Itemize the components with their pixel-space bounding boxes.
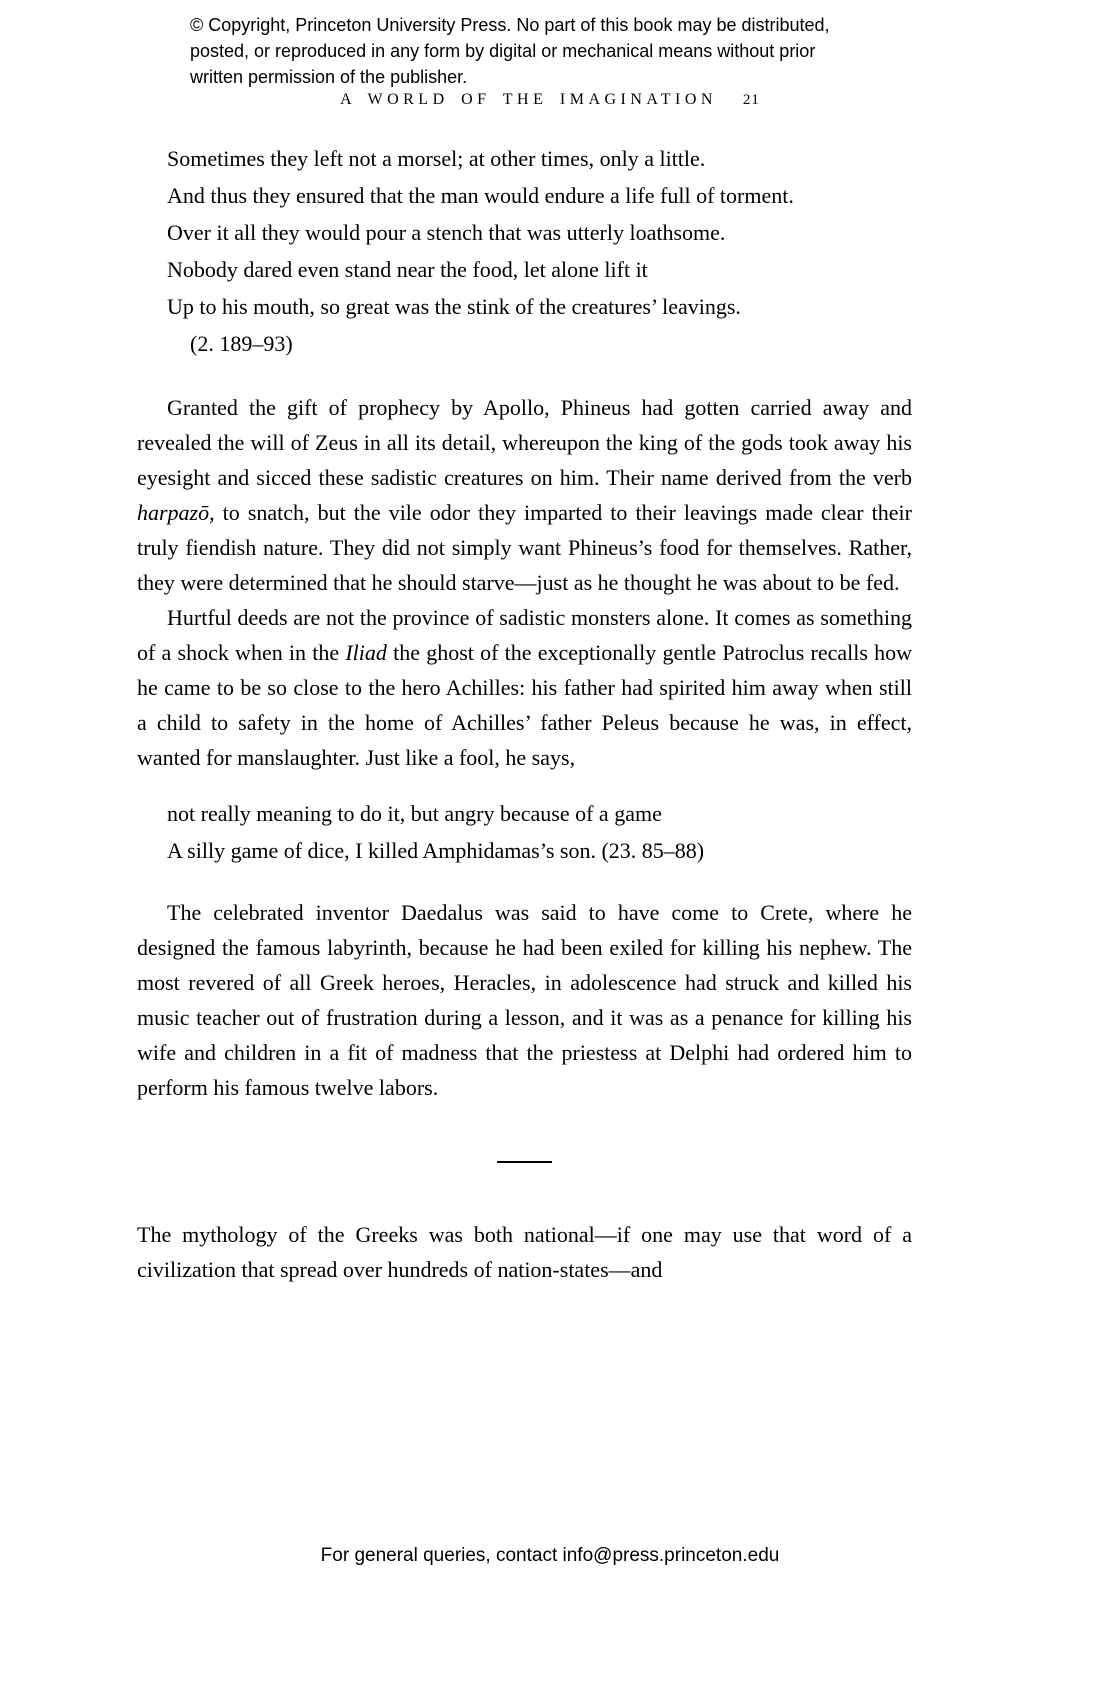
- verse-line: Up to his mouth, so great was the stink of the creatures’ leavings.: [167, 294, 741, 319]
- verse-line: A silly game of dice, I killed Amphidamas’s son. (23. 85–88): [167, 838, 705, 863]
- verse-block-2: [167, 795, 912, 869]
- footer-contact: For general queries, contact info@press.princeton.edu: [320, 1545, 780, 1566]
- copyright-notice: © Copyright, Princeton University Press. No part of this book may be distributed, posted, or reproduced in any form by digital or mechanical means without prior written permission of the publisher.: [190, 15, 830, 87]
- paragraph-patroclus: Hurtful deeds are not the province of sadistic monsters alone. It comes as something of a shock when in the Iliad the ghost of the exceptionally gentle Patroclus recalls how he came to be so close to the hero Achilles: his father had spirited him away when still a child to safety in the home of Achilles’ father Peleus because he was, in effect, wanted for manslaughter. Just like a fool, he says,: [137, 605, 913, 770]
- paragraph-mythology: The mythology of the Greeks was both national—if one may use that word of a civilization that spread over hundreds of nation-states—and: [137, 1222, 912, 1282]
- verse-line: And thus they ensured that the man would endure a life full of torment.: [167, 183, 794, 208]
- page-content: [137, 140, 912, 1287]
- verse-line: Nobody dared even stand near the food, let alone lift it: [167, 257, 648, 282]
- verse-citation: (2. 189–93): [190, 331, 293, 356]
- running-head: [0, 91, 1100, 109]
- section-divider: [497, 1161, 552, 1163]
- page-number: 21: [742, 92, 760, 108]
- running-head-title: A WORLD OF THE IMAGINATION: [340, 91, 717, 108]
- paragraph-phineus: Granted the gift of prophecy by Apollo, Phineus had gotten carried away and revealed the will of Zeus in all its detail, whereupon the king of the gods took away his eyesight and sicced these sadistic creatures on him. Their name derived from the verb harpazō, to snatch, but the vile odor they imparted to their leavings made clear their truly fiendish nature. They did not simply want Phineus’s food for themselves. Rather, they were determined that he should starve—just as he thought he was about to be fed.: [137, 395, 912, 595]
- verse-line: Sometimes they left not a morsel; at other times, only a little.: [167, 146, 706, 171]
- paragraph-daedalus: The celebrated inventor Daedalus was said to have come to Crete, where he designed the famous labyrinth, because he had been exiled for killing his nephew. The most revered of all Greek heroes, Heracles, in adolescence had struck and killed his music teacher out of frustration during a lesson, and it was as a penance for killing his wife and children in a fit of madness that the priestess at Delphi had ordered him to perform his famous twelve labors.: [137, 900, 912, 1100]
- verse-line: Over it all they would pour a stench that was utterly loathsome.: [167, 220, 726, 245]
- verse-line: not really meaning to do it, but angry because of a game: [167, 801, 662, 826]
- verse-block-1: [167, 140, 912, 362]
